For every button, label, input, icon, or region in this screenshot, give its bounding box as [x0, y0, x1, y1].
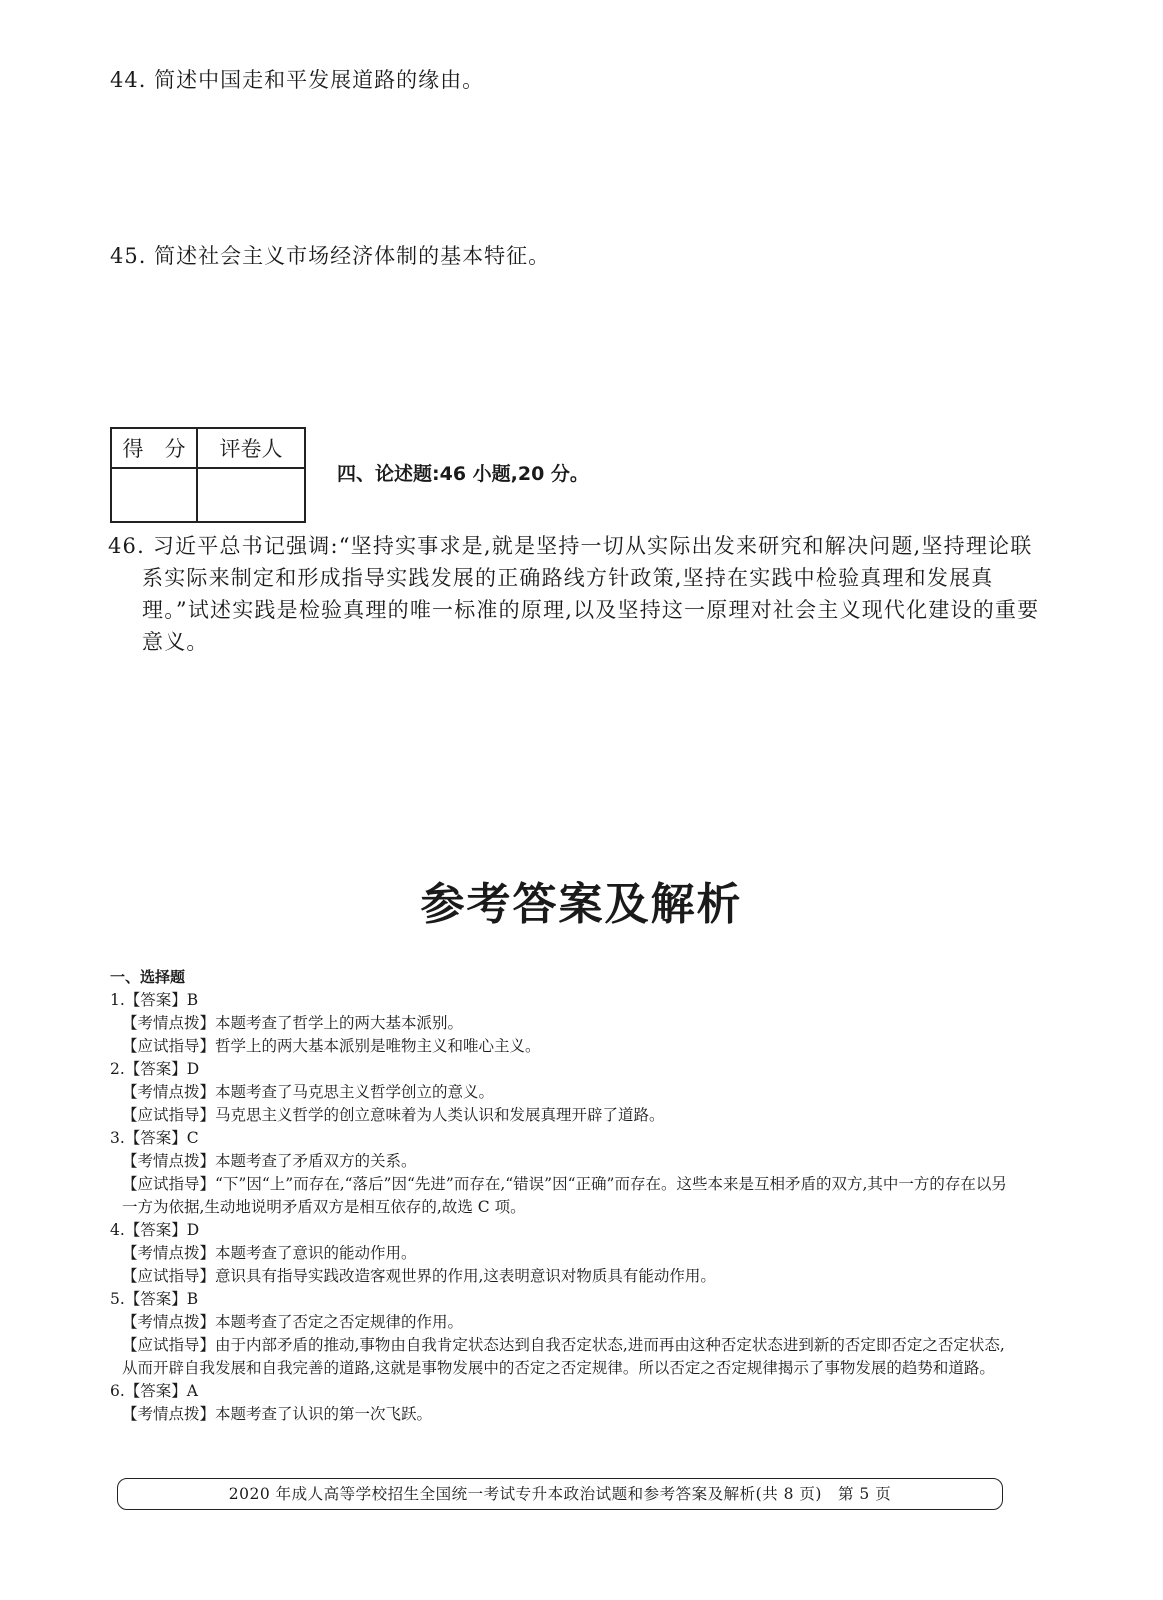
answer-4: 4.【答案】D — [110, 1221, 200, 1239]
score-cell — [111, 468, 197, 522]
answer-1: 1.【答案】B — [110, 991, 199, 1009]
page-footer: 2020 年成人高等学校招生全国统一考试专升本政治试题和参考答案及解析(共 8 页) 第 5 页 — [117, 1478, 1003, 1510]
answer-2: 2.【答案】D — [110, 1060, 200, 1078]
question-44: 44. 简述中国走和平发展道路的缘由。 — [110, 68, 485, 92]
answer-2-guide: 【应试指导】马克思主义哲学的创立意味着为人类认识和发展真理开辟了道路。 — [122, 1106, 665, 1124]
answer-6: 6.【答案】A — [110, 1382, 198, 1400]
grader-cell — [197, 468, 305, 522]
answer-3-guide: 【应试指导】“下”因“上”而存在,“落后”因“先进”而存在,“错误”因“正确”而存在。这些本来是互相矛盾的双方,其中一方的存在以另一方为依据,生动地说明矛盾双方是相互依存的,故选 C 项。 — [122, 1175, 1007, 1216]
answer-5-points: 【考情点拨】本题考查了否定之否定规律的作用。 — [122, 1313, 464, 1331]
answers-section-1: 一、选择题 — [110, 968, 186, 986]
answers-list — [110, 966, 1010, 1426]
answer-3: 3.【答案】C — [110, 1129, 199, 1147]
answer-2-points: 【考情点拨】本题考查了马克思主义哲学创立的意义。 — [122, 1083, 495, 1101]
score-label: 得 分 — [111, 428, 197, 468]
answer-1-guide: 【应试指导】哲学上的两大基本派别是唯物主义和唯心主义。 — [122, 1037, 541, 1055]
answer-3-points: 【考情点拨】本题考查了矛盾双方的关系。 — [122, 1152, 417, 1170]
grader-label: 评卷人 — [197, 428, 305, 468]
question-45: 45. 简述社会主义市场经济体制的基本特征。 — [110, 244, 551, 268]
question-46: 46. 习近平总书记强调:“坚持实事求是,就是坚持一切从实际出发来研究和解决问题,坚持理论联系实际来制定和形成指导实践发展的正确路线方针政策,坚持在实践中检验真理和发展真理。”试述实践是检验真理的唯一标准的原理,以及坚持这一原理对社会主义现代化建设的重要意义。 — [108, 534, 1040, 654]
answer-6-points: 【考情点拨】本题考查了认识的第一次飞跃。 — [122, 1405, 433, 1423]
answer-4-points: 【考情点拨】本题考查了意识的能动作用。 — [122, 1244, 417, 1262]
answers-title: 参考答案及解析 — [420, 879, 743, 930]
score-table — [110, 427, 306, 523]
answer-5-guide: 【应试指导】由于内部矛盾的推动,事物由自我肯定状态达到自我否定状态,进而再由这种否定状态进到新的否定即否定之否定状态,从而开辟自我发展和自我完善的道路,这就是事物发展中的否定之否定规律。所以否定之否定规律揭示了事物发展的趋势和道路。 — [122, 1336, 1005, 1377]
answer-1-points: 【考情点拨】本题考查了哲学上的两大基本派别。 — [122, 1014, 464, 1032]
answer-5: 5.【答案】B — [110, 1290, 199, 1308]
answer-4-guide: 【应试指导】意识具有指导实践改造客观世界的作用,这表明意识对物质具有能动作用。 — [122, 1267, 716, 1285]
section-4-title: 四、论述题:46 小题,20 分。 — [337, 463, 589, 485]
